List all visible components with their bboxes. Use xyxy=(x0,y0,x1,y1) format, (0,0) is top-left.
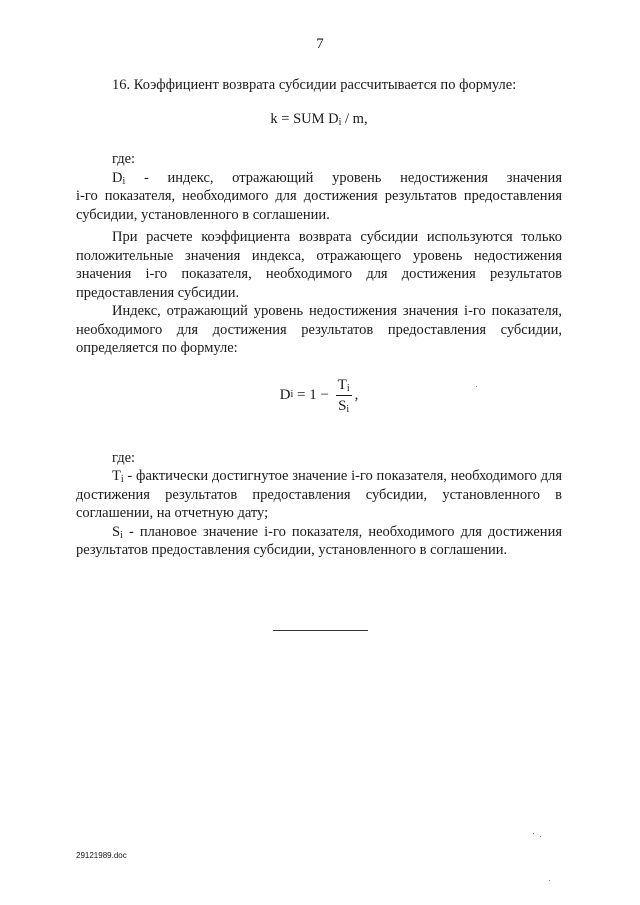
definition-s-text: - плановое значение i-го показателя, необходимого для достижения результатов предоставления субсидии, установленного в соглашении. xyxy=(76,523,562,558)
definition-d-symbol: D xyxy=(112,169,123,186)
formula-d-num-symbol: T xyxy=(337,376,347,393)
definition-d-text1: - индекс, отражающий уровень недостижения значения xyxy=(125,169,562,186)
definition-d-line1 xyxy=(76,169,562,188)
formula-d-den-sub: i xyxy=(346,403,350,415)
formula-d-eq: = 1 − xyxy=(293,386,333,403)
where-label-2: где: xyxy=(112,449,136,466)
formula-d: D i = 1 − $\frac{T_i}{S_i}$ , xyxy=(279,376,359,415)
definition-s xyxy=(76,523,562,560)
definition-t-symbol: T xyxy=(112,468,121,484)
page-number: 7 xyxy=(316,36,324,52)
formula-d-fraction xyxy=(336,376,352,415)
paragraph-positive-values: При расчете коэффициента возврата субсидии используются только положительные значения индекса, отражающего уровень недостижения значения i-го показателя, необходимого для достижения результатов предоставления субсидии. xyxy=(76,229,562,301)
formula-d-lhs: D xyxy=(279,386,291,403)
footer-file-code: 29121989.doc xyxy=(76,851,127,860)
item-16-text: 16. Коэффициент возврата субсидии рассчитывается по формуле: xyxy=(112,77,517,93)
formula-d-den-symbol: S xyxy=(338,397,347,414)
formula-d-tail: , xyxy=(354,386,359,403)
definition-s-symbol: S xyxy=(112,523,121,540)
definition-t xyxy=(76,467,562,523)
formula-k-lhs: k = SUM D xyxy=(270,110,339,127)
end-separator-line xyxy=(273,630,368,631)
formula-k xyxy=(76,110,562,129)
document-body xyxy=(76,76,562,560)
definition-t-text: - фактически достигнутое значение i-го показателя, необходимого для достижения результатов предоставления субсидии, установленного в соглашении, на отчетную дату; xyxy=(76,468,562,521)
formula-d-denominator xyxy=(336,396,351,415)
scan-speck xyxy=(476,386,477,387)
paragraph-index-definition: Индекс, отражающий уровень недостижения значения i-го показателя, необходимого для достижения результатов предоставления субсидии, определяется по формуле: xyxy=(76,303,562,356)
formula-k-rhs: / m, xyxy=(341,110,368,127)
definition-d-rest: i-го показателя, необходимого для достижения результатов предоставления субсидии, установленного в соглашении. xyxy=(76,188,562,223)
formula-d-num-sub: i xyxy=(346,382,350,394)
definition-d-sub: i xyxy=(122,175,126,187)
formula-d-numerator xyxy=(336,376,352,396)
definition-s-sub: i xyxy=(120,529,123,541)
definition-t-sub: i xyxy=(120,474,124,485)
scan-speck xyxy=(533,833,534,834)
where-label-1: где: xyxy=(112,151,136,167)
scan-speck xyxy=(549,880,550,881)
formula-k-sub: i xyxy=(338,116,342,128)
scan-speck xyxy=(540,836,541,837)
